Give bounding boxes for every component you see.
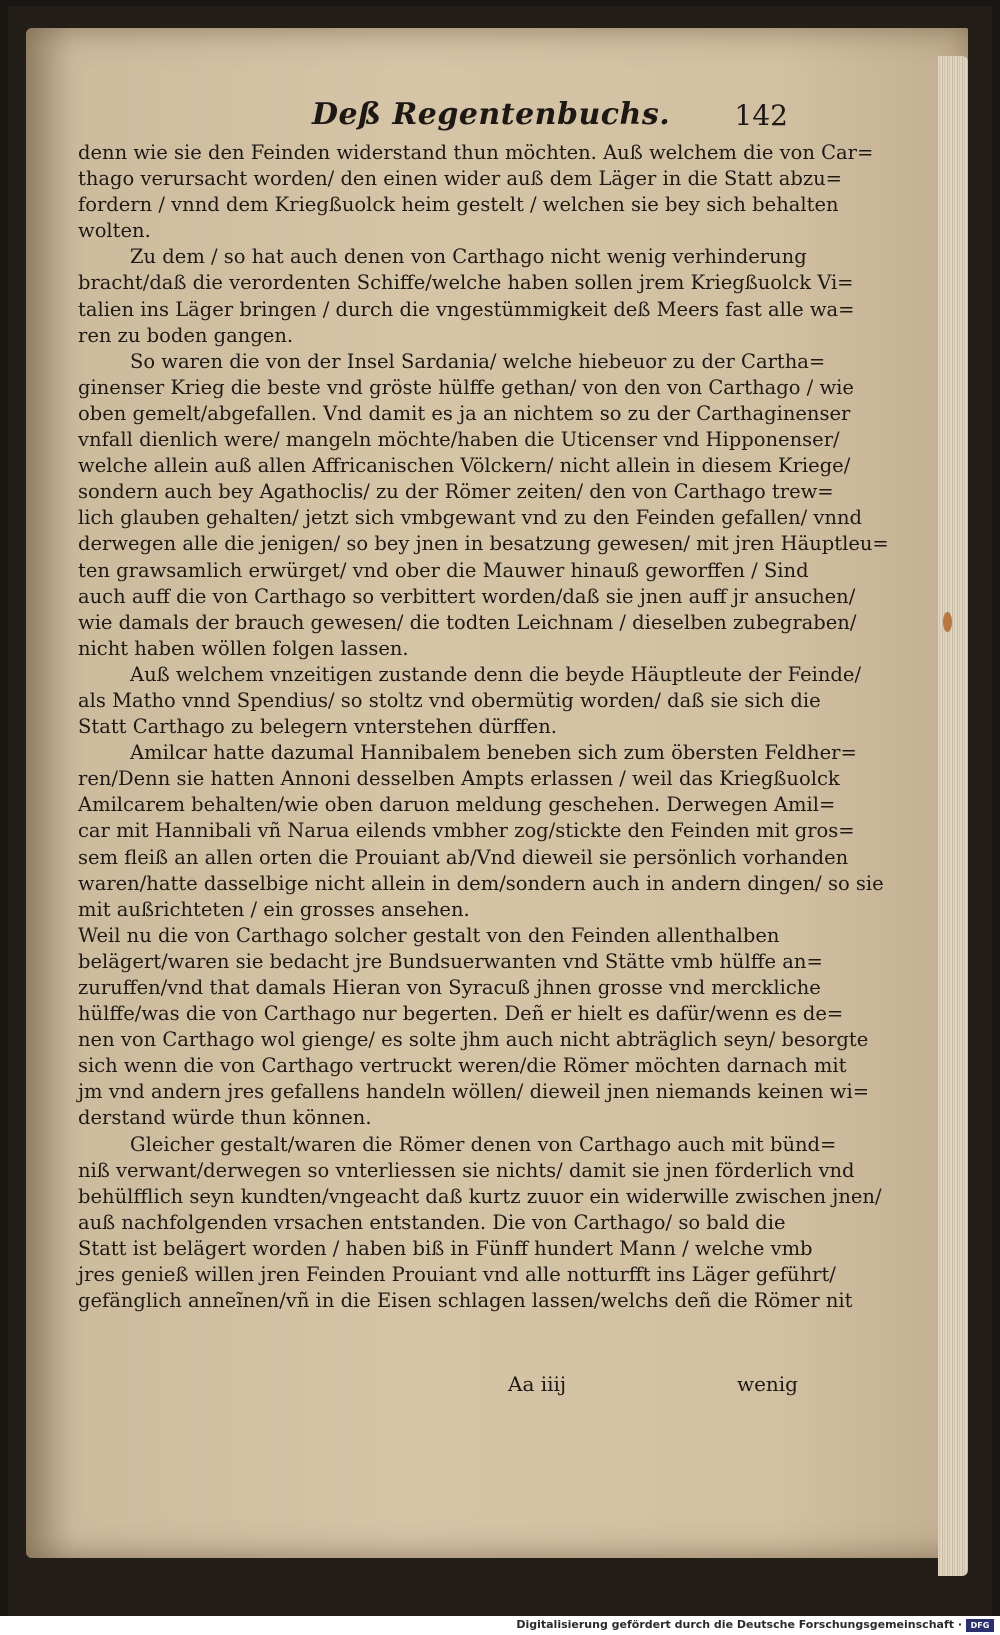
text-line: jm vnd andern jres gefallens handeln wöllen/ dieweil jnen niemands keinen wi=	[78, 1080, 870, 1104]
text-line: sondern auch bey Agathoclis/ zu der Römer zeiten/ den von Carthago trew=	[78, 480, 834, 504]
paragraph	[78, 140, 874, 244]
text-line: belägert/waren sie bedacht jre Bundsuerwanten vnd Stätte vmb hülffe an=	[78, 949, 823, 973]
text-line: lich glauben gehalten/ jetzt sich vmbgewant vnd zu den Feinden gefallen/ vnnd	[78, 506, 863, 530]
text-line: derstand würde thun können.	[78, 1106, 372, 1130]
text-line: thago verursacht worden/ den einen wider auß dem Läger in die Statt abzu=	[78, 167, 842, 191]
text-line: Amilcarem behalten/wie oben daruon meldung geschehen. Derwegen Amil=	[78, 793, 836, 817]
printer-signature: Aa iiij	[508, 1372, 567, 1396]
text-block	[78, 140, 889, 1314]
paragraph	[78, 662, 862, 740]
text-line: nicht haben wöllen folgen lassen.	[78, 636, 409, 660]
text-line: waren/hatte dasselbige nicht allein in dem/sondern auch in andern dingen/ so sie	[78, 871, 884, 895]
text-line: welche allein auß allen Affricanischen Völckern/ nicht allein in diesem Kriege/	[78, 454, 851, 478]
text-line: Auß welchem vnzeitigen zustande denn die beyde Häuptleute der Feinde/	[130, 662, 862, 686]
funding-credit: Digitalisierung gefördert durch die Deutsche Forschungsgemeinschaft ·	[516, 1618, 962, 1631]
text-line: niß verwant/derwegen so vnterliessen sie nichts/ damit sie jnen förderlich vnd	[78, 1158, 855, 1182]
text-line: sem fleiß an allen orten die Prouiant ab/Vnd dieweil sie persönlich vorhanden	[78, 845, 849, 869]
signature-line	[508, 1372, 798, 1402]
text-line: ren zu boden gangen.	[78, 323, 294, 347]
text-line: nen von Carthago wol gienge/ es solte jhm auch nicht abträglich seyn/ besorgte	[78, 1028, 869, 1052]
text-line: sich wenn die von Carthago vertruckt weren/die Römer möchten darnach mit	[78, 1054, 847, 1078]
running-head	[312, 97, 788, 139]
text-line: Statt ist belägert worden / haben biß in Fünff hundert Mann / welche vmb	[78, 1236, 813, 1260]
paragraph	[78, 923, 870, 1132]
paper-stain	[943, 612, 952, 632]
text-line: car mit Hannibali vñ Narua eilends vmbher zog/stickte den Feinden mit gros=	[78, 819, 855, 843]
text-line: auß nachfolgenden vrsachen entstanden. Die von Carthago/ so bald die	[78, 1210, 786, 1234]
text-line: ten grawsamlich erwürget/ vnd ober die Mauwer hinauß geworffen / Sind	[78, 558, 809, 582]
text-line: behülfflich seyn kundten/vngeacht daß kurtz zuuor ein widerwille zwischen jnen/	[78, 1184, 882, 1208]
page-number: 142	[734, 99, 788, 132]
text-line: Statt Carthago zu belegern vnterstehen dürffen.	[78, 715, 557, 739]
footer-bar	[0, 1616, 1000, 1635]
text-line: ren/Denn sie hatten Annoni desselben Ampts erlassen / weil das Kriegßuolck	[78, 767, 840, 791]
paragraph	[78, 1132, 882, 1315]
text-line: Weil nu die von Carthago solcher gestalt von den Feinden allenthalben	[78, 923, 780, 947]
text-line: vnfall dienlich were/ mangeln möchte/haben die Uticenser vnd Hipponenser/	[78, 428, 840, 452]
text-line: auch auff die von Carthago so verbittert worden/daß sie jnen auff jr ansuchen/	[78, 584, 856, 608]
text-line: Zu dem / so hat auch denen von Carthago nicht wenig verhinderung	[130, 245, 807, 269]
text-line: wie damals der brauch gewesen/ die todten Leichnam / dieselben zubegraben/	[78, 610, 857, 634]
text-line: gefänglich anneĩnen/vñ in die Eisen schlagen lassen/welchs deñ die Römer nit	[78, 1289, 853, 1313]
text-line: als Matho vnnd Spendius/ so stoltz vnd obermütig worden/ daß sie sich die	[78, 688, 821, 712]
text-line: wolten.	[78, 219, 151, 243]
text-line: Amilcar hatte dazumal Hannibalem beneben sich zum öbersten Feldher=	[130, 741, 857, 765]
text-line: ginenser Krieg die beste vnd gröste hülffe gethan/ von den von Carthago / wie	[78, 375, 854, 399]
text-line: bracht/daß die verordenten Schiffe/welche haben sollen jrem Kriegßuolck Vi=	[78, 271, 854, 295]
paragraph	[78, 740, 884, 923]
paragraph	[78, 349, 889, 662]
dfg-logo: DFG	[966, 1619, 994, 1632]
text-line: fordern / vnnd dem Kriegßuolck heim gestelt / welchen sie bey sich behalten	[78, 193, 839, 217]
text-line: zuruffen/vnd that damals Hieran von Syracuß jhnen grosse vnd merckliche	[78, 976, 821, 999]
text-line: denn wie sie den Feinden widerstand thun möchten. Auß welchem die von Car=	[78, 141, 874, 164]
text-line: derwegen alle die jenigen/ so bey jnen in besatzung gewesen/ mit jren Häuptleu=	[78, 532, 889, 556]
catchword: wenig	[736, 1372, 798, 1396]
running-title: Deß Regentenbuchs.	[312, 97, 671, 132]
text-line: talien ins Läger bringen / durch die vngestümmigkeit deß Meers fast alle wa=	[78, 297, 855, 321]
text-line: mit außrichteten / ein grosses ansehen.	[78, 897, 470, 921]
page-edges	[938, 56, 968, 1576]
text-line: jres genieß willen jren Feinden Prouiant vnd alle notturfft ins Läger geführt/	[78, 1263, 836, 1287]
text-line: Gleicher gestalt/waren die Römer denen von Carthago auch mit bünd=	[130, 1132, 837, 1156]
text-line: oben gemelt/abgefallen. Vnd damit es ja an nichtem so zu der Carthaginenser	[78, 401, 851, 425]
paragraph	[78, 244, 855, 348]
text-line: So waren die von der Insel Sardania/ welche hiebeuor zu der Cartha=	[130, 349, 826, 373]
text-line: hülffe/was die von Carthago nur begerten. Deñ er hielt es dafür/wenn es de=	[78, 1002, 844, 1026]
